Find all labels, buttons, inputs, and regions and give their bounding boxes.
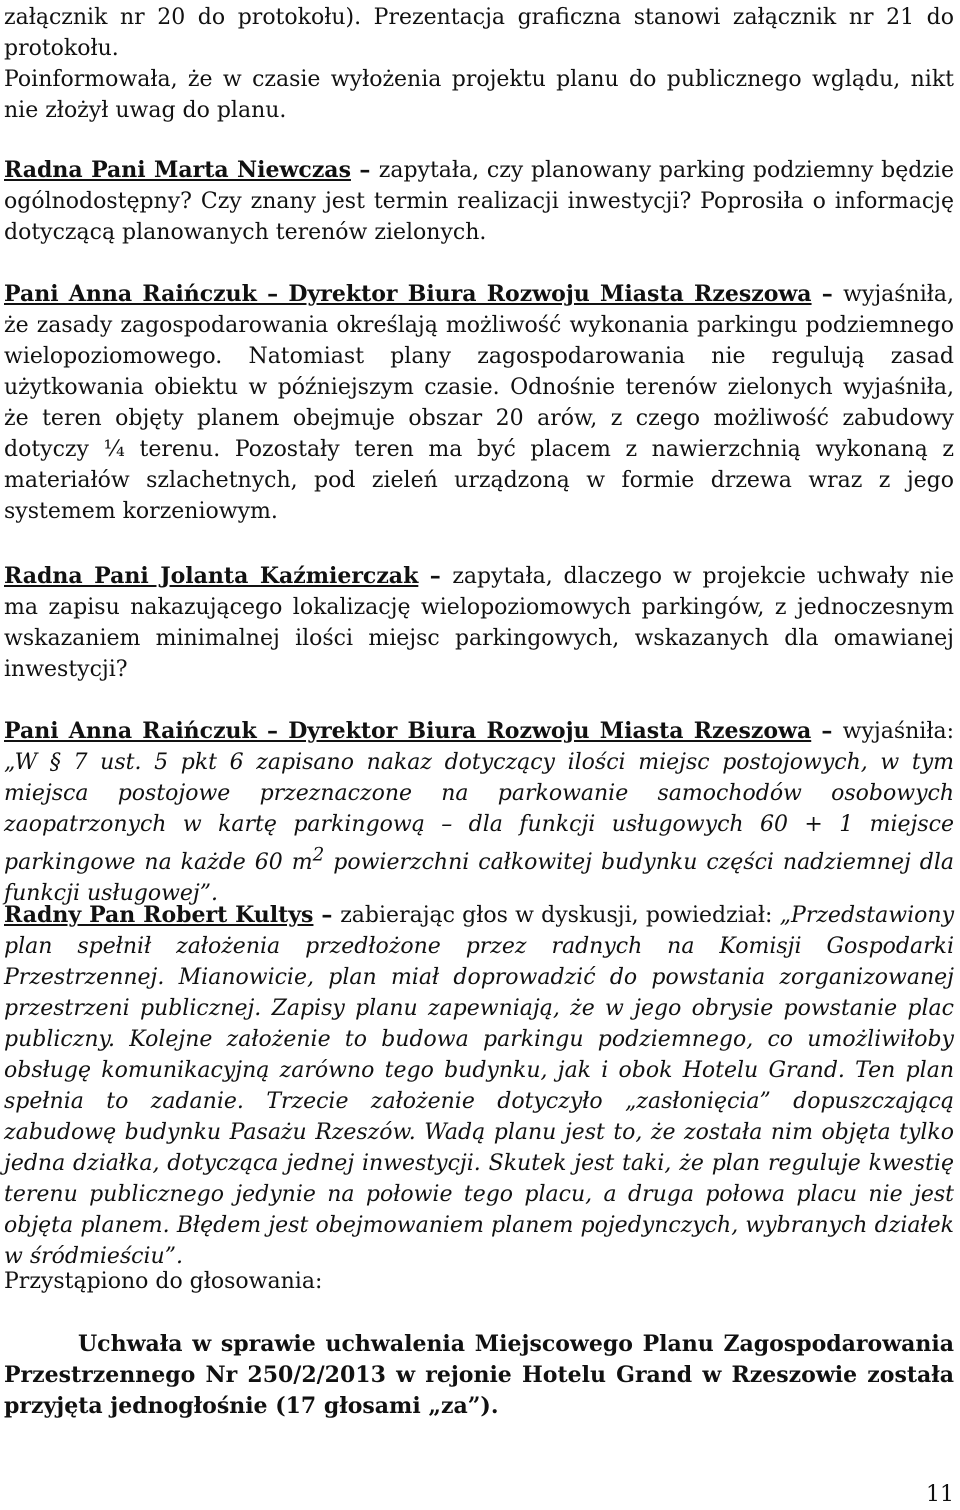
paragraph-text: wyjaśniła, że zasady zagospodarowania określają możliwość wykonania parkingu podziemnego wielopoziomowego. Natomiast plany zagospodarowania nie regulują zasad użytkowania obiektu w późniejszym czasie. Odnośnie terenów zielonych wyjaśniła, że teren objęty planem obejmuje obszar 20 arów, z czego możliwość zabudowy dotyczy ¼ terenu. Pozostały teren ma być placem z nawierzchnią wykonaną z materiałów szlachetnych, pod zieleń urządzoną w formie drzewa wraz z jego systemem korzeniowym. bbox=[4, 282, 954, 524]
quoted-statement: „Przedstawiony plan spełnił założenia przedłożone przez radnych na Komisji Gospodarki Przestrzennej. Mianowicie, plan miał doprowadzić do powstania zorganizowanej przestrzeni publicznej. Zapisy planu zapewniają, że w jego obrysie powstanie plac publiczny. Kolejne założenie to budowa parkingu podziemnego, co umożliwiłoby obsługę komunikacyjną zarówno tego budynku, jak i obok Hotelu Grand. Ten plan spełnia to zadanie. Trzecie założenie dotyczyło „zasłonięcia” dopuszczającą zabudowę budynku Pasażu Rzeszów. Wadą planu jest to, że została nim objęta tylko jedna działka, dotycząca jednej inwestycji. Skutek jest taki, że plan reguluje kwestię terenu publicznego jedynie na połowie tego placu, a druga połowa placu nie jest objęta planem. Błędem jest obejmowaniem planem pojedynczych, wybranych działek w śródmieściu”. bbox=[4, 903, 954, 1269]
speaker-name: Radny Pan Robert Kultys bbox=[4, 902, 314, 928]
speaker-name: Pani Anna Raińczuk – Dyrektor Biura Rozwoju Miasta Rzeszowa bbox=[4, 281, 812, 307]
voting-intro-text: Przystąpiono do głosowania: bbox=[4, 1269, 323, 1294]
quote-part-b: powierzchni całkowitej budynku części nadziemnej dla funkcji usługowej”. bbox=[4, 850, 954, 907]
paragraph-lead: wyjaśniła: bbox=[842, 719, 954, 744]
quoted-regulation bbox=[4, 750, 954, 906]
attachments-text: załącznik nr 20 do protokołu). Prezentacja graficzna stanowi załącznik nr 21 do protokołu. bbox=[4, 5, 954, 61]
paragraph-rainczuk-answer-2 bbox=[4, 716, 954, 909]
no-objections-text: Poinformowała, że w czasie wyłożenia projektu planu do publicznego wglądu, nikt nie złożył uwag do planu. bbox=[4, 67, 954, 123]
speaker-name: Pani Anna Raińczuk – Dyrektor Biura Rozwoju Miasta Rzeszowa bbox=[4, 718, 812, 744]
paragraph-kazmierczak-question bbox=[4, 561, 954, 685]
voting-intro bbox=[4, 1266, 954, 1297]
page-number: 11 bbox=[926, 1482, 954, 1507]
paragraph-rainczuk-answer-1 bbox=[4, 279, 954, 527]
paragraph-lead: zabierając głos w dyskusji, powiedział: bbox=[340, 903, 780, 928]
speaker-name: Radna Pani Marta Niewczas bbox=[4, 157, 351, 183]
resolution-text: Uchwała w sprawie uchwalenia Miejscowego Planu Zagospodarowania Przestrzennego Nr 250/2/2013 w rejonie Hotelu Grand w Rzeszowie została przyjęta jednogłośnie (17 głosami „za”). bbox=[4, 1331, 954, 1419]
paragraph-text: zapytała, dlaczego w projekcie uchwały nie ma zapisu nakazującego lokalizację wielopoziomowych parkingów, z jednoczesnym wskazaniem minimalnej ilości miejsc parkingowych, wskazanych dla omawianej inwestycji? bbox=[4, 564, 954, 682]
resolution-result bbox=[4, 1329, 954, 1422]
paragraph-kultys-statement bbox=[4, 900, 954, 1272]
paragraph-text: zapytała, czy planowany parking podziemny będzie ogólnodostępny? Czy znany jest termin realizacji inwestycji? Poprosiła o informację dotyczącą planowanych terenów zielonych. bbox=[4, 158, 954, 245]
paragraph-niewczas-question bbox=[4, 155, 954, 248]
superscript-2: 2 bbox=[312, 845, 325, 866]
dash-separator: – bbox=[313, 902, 341, 928]
quote-part-a: „W § 7 ust. 5 pkt 6 zapisano nakaz dotyczący ilości miejsc postojowych, w tym miejsca postojowe przeznaczone na parkowanie samochodów osobowych zaopatrzonych w kartę parkingową – dla funkcji usługowych 60 + 1 miejsce parkingowe na każde 60 m bbox=[4, 750, 954, 876]
speaker-name: Radna Pani Jolanta Kaźmierczak bbox=[4, 563, 419, 589]
dash-separator: – bbox=[418, 563, 453, 589]
dash-separator: – bbox=[811, 281, 844, 307]
paragraph-attachments bbox=[4, 2, 954, 126]
dash-separator: – bbox=[350, 157, 379, 183]
dash-separator: – bbox=[811, 718, 843, 744]
